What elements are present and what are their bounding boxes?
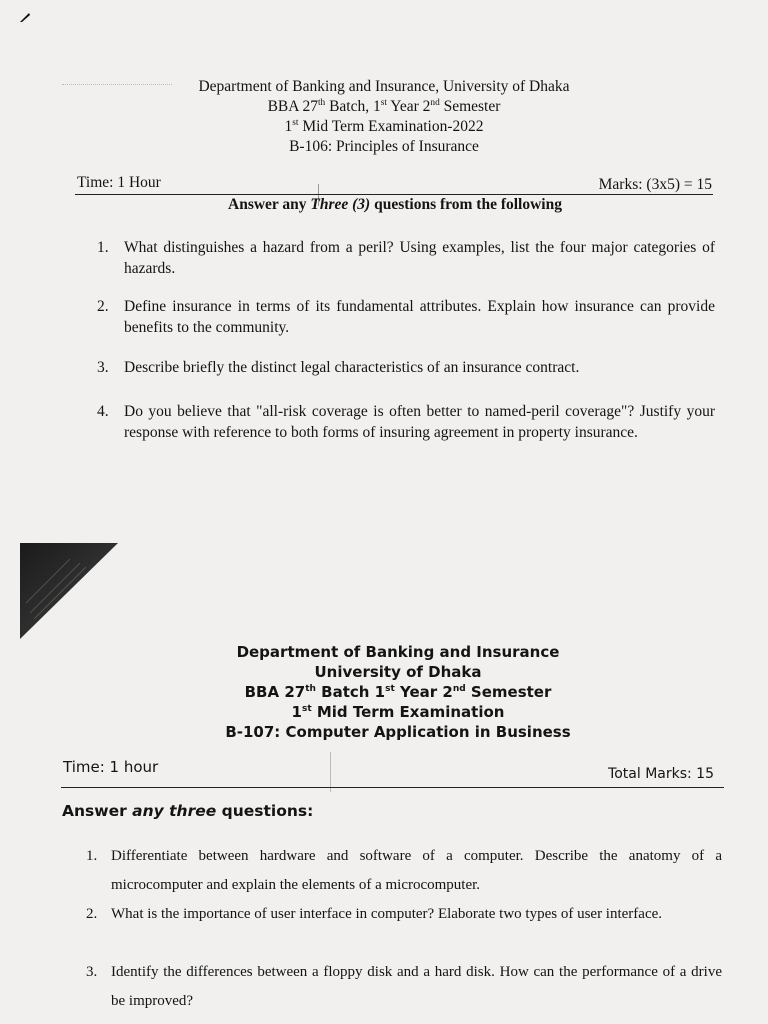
question-text: Differentiate between hardware and software of a computer. Describe the anatomy of a microcomputer and explain the elements of a microcomputer.	[111, 848, 722, 893]
exam2-course: B-107: Computer Application in Business	[225, 723, 571, 741]
question-number: 4.	[97, 403, 109, 420]
question-number: 3.	[97, 359, 109, 376]
exam2-university: University of Dhaka	[314, 663, 482, 681]
exam2-instruction: Answer any three questions:	[62, 802, 314, 820]
exam1-course: B-106: Principles of Insurance	[289, 138, 479, 155]
question-text: What distinguishes a hazard from a peril? Using examples, list the four major categories of hazards.	[124, 239, 715, 277]
exam2-exam-title: 1st Mid Term Examination	[291, 703, 505, 721]
exam2-time: Time: 1 hour	[63, 758, 159, 776]
question-text: Define insurance in terms of its fundamental attributes. Explain how insurance can provide benefits to the community.	[124, 298, 715, 336]
exam2-question	[86, 900, 722, 929]
exam2-batch-line: BBA 27th Batch 1st Year 2nd Semester	[244, 683, 552, 701]
scan-corner-artifact	[20, 543, 120, 639]
question-number: 3.	[86, 964, 98, 980]
exam2-divider	[61, 787, 724, 788]
question-number: 2.	[97, 298, 109, 315]
exam1-question	[97, 296, 715, 338]
exam2-department: Department of Banking and Insurance	[236, 643, 560, 661]
exam1-divider	[75, 194, 713, 195]
question-number: 1.	[97, 239, 109, 256]
exam1-instruction: Answer any Three (3) questions from the following	[228, 196, 562, 213]
question-number: 2.	[86, 906, 98, 922]
exam1-batch-line: BBA 27th Batch, 1st Year 2nd Semester	[267, 97, 501, 115]
question-text: Describe briefly the distinct legal characteristics of an insurance contract.	[124, 359, 580, 376]
exam1-question	[97, 237, 715, 279]
exam2-question	[86, 842, 722, 900]
exam1-time: Time: 1 Hour	[77, 174, 161, 191]
question-text: What is the importance of user interface in computer? Elaborate two types of user interface.	[111, 906, 663, 922]
exam1-question	[97, 357, 715, 378]
question-text: Identify the differences between a floppy disk and a hard disk. How can the performance of a drive be improved?	[111, 964, 722, 1009]
exam1-department: Department of Banking and Insurance, University of Dhaka	[198, 78, 570, 95]
exam2-marks: Total Marks: 15	[608, 766, 714, 782]
exam1-question	[97, 401, 715, 443]
question-number: 1.	[86, 848, 98, 864]
question-text: Do you believe that "all-risk coverage is often better to named-peril coverage"? Justify your response with reference to both forms of insuring agreement in property insurance.	[124, 403, 715, 441]
exam1-marks: Marks: (3x5) = 15	[598, 176, 712, 193]
scan-mark-top-left	[18, 10, 32, 24]
exam1-exam-title: 1st Mid Term Examination-2022	[284, 117, 484, 135]
exam2-question	[86, 958, 722, 1016]
fold-mark-2	[330, 752, 331, 792]
